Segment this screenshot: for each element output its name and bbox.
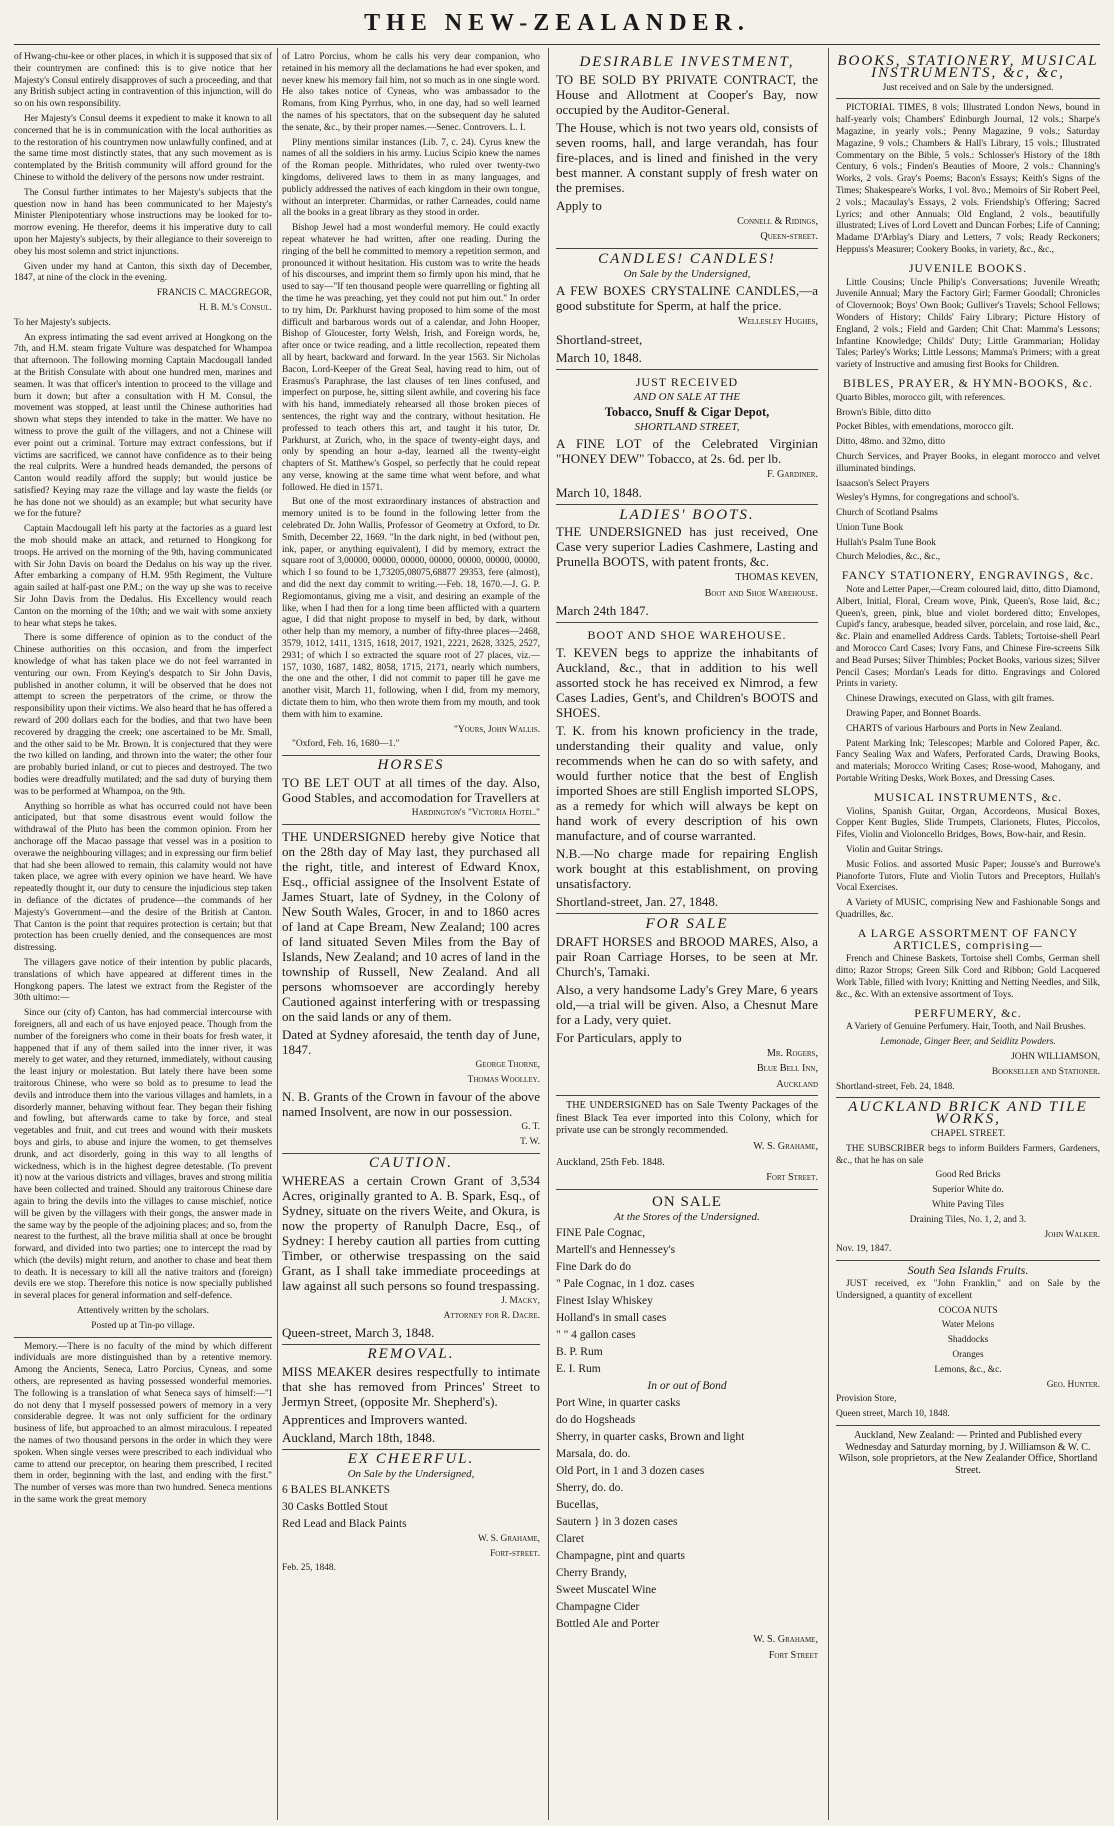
ad-subheading: At the Stores of the Undersigned.	[614, 1211, 760, 1224]
list-item: B. P. Rum	[556, 1346, 603, 1359]
column-divider	[277, 48, 278, 1820]
ad-subheading: CHAPEL STREET.	[930, 1128, 1006, 1139]
ad-date: Shortland-street,	[556, 331, 643, 347]
article-paragraph: of Hwang-chu-kee or other places, in which it is supposed that six of their countrymen are confined: this is to give notice that her Majesty's Consul entirely disapproves of such a proceeding, and that any British subject acting in contravention of this injunction, will do so on his own responsibility.	[14, 52, 272, 110]
list-item: Pocket Bibles, with emendations, morocco gilt.	[836, 422, 1014, 433]
signature: J. Macky,	[501, 1295, 540, 1306]
list-item: Sherry, in quarter casks, Brown and light	[556, 1431, 745, 1444]
divider	[282, 1449, 540, 1450]
list-item: Bucellas,	[556, 1499, 599, 1512]
ad-text: T. K. from his known proficiency in the trade, understanding their quality and value, only recommends when he can do so with safety, and would further notice that the best of English imported Shoes are still English imported SLOPS, as a remedy for which will always be kept on hand work of every description of his own manufacture, and of course warranted.	[556, 722, 818, 843]
column-divider	[548, 48, 549, 1820]
ad-text: TO BE LET OUT at all times of the day. Also, Good Stables, and accomodation for Travellers at	[282, 775, 540, 806]
signature: Thomas Woolley.	[467, 1074, 540, 1085]
ad-text: THE UNDERSIGNED hereby give Notice that on the 28th day of May last, they purchased all the right, title, and interest of Edward Knox, Esq., official assignee of the Insolvent Estate of James Stuart, late of Sydney, in the Colony of New South Wales, Grocer, in and to 1860 acres of land at Cape Bream, New Zealand; 100 acres of land situated Seven Miles from the Bay of Islands, New Zealand; and 10 acres of land in the township of Russell, New Zealand. And all persons whomsoever are accordingly hereby Cautioned against interfering with or trespassing on the said lands or any of them.	[282, 828, 540, 1024]
signature: Connell & Ridings,	[737, 215, 818, 227]
article-paragraph: Her Majesty's Consul deems it expedient to make it known to all concerned that he is in communication with the local authorities as to the restoration of his countrymen now unlawfully confined, and at the same time most distinctly states, that any such movement as is contemplated by the British community will afford ground for the Chinese to withold the delivery of the persons now under restraint.	[14, 113, 272, 183]
ad-subheading: SHORTLAND STREET,	[634, 421, 740, 434]
ad-subheading: AND ON SALE AT THE	[633, 391, 741, 404]
ad-heading-musical: MUSICAL INSTRUMENTS, &c.	[873, 789, 1063, 804]
divider	[836, 98, 1100, 99]
ad-text: Music Folios. and assorted Music Paper; Jousse's and Burrowe's Pianoforte Tutors, Flute and Violin Tutors and Preceptors, Hullah's Vocal Exercises.	[836, 859, 1100, 894]
list-item: E. I. Rum	[556, 1363, 601, 1376]
ad-text: Violin and Guitar Strings.	[846, 845, 943, 856]
signature: Wellesley Hughes,	[737, 315, 818, 327]
masthead-rule	[14, 44, 1100, 45]
ad-text: A Variety of Genuine Perfumery. Hair, Tooth, and Nail Brushes.	[846, 1022, 1086, 1033]
signature: FRANCIS C. MACGREGOR,	[156, 288, 272, 299]
signature: W. S. Grahame,	[477, 1533, 540, 1544]
article-paragraph: An express intimating the sad event arrived at Hongkong on the 7th, and H.M. steam frigate Vulture was despatched for Whampoa that afternoon. The following morning Captain Macdougall landed at the British Consulate with about one hundred men, marines and seamen. It was that officer's intention to proceed to the village and burn it down; but after a consultation with H M. Consul, the movement was stopped, at least until the Chinese authorities had shown what steps they intended to take in the matter. We have no witness to prove the guilt of the villagers, and not a Chinese will ever point out a criminal. Torture may extract confessions, but if victims are sacrificed, we cannot have confidence as to their being the real culprits. Were a hundred heads demanded, the persons of Canton would readily afford the supply; but would justice be satisfied? Keying may raze the village and lay waste the fields (or he has done not we should) as an example; but what security have we for the future?	[14, 332, 272, 520]
article-paragraph: Attentively written by the scholars.	[76, 1306, 209, 1317]
signature: Blue Bell Inn,	[756, 1063, 818, 1075]
imprint: Auckland, New Zealand: — Printed and Published every Wednesday and Saturday morning, by J. Williamson & W. C. Wilson, sole proprietors, at the New Zealander Office, Shortland Street.	[838, 1429, 1098, 1477]
list-item: Oranges	[952, 1349, 984, 1360]
list-item: Bottled Ale and Porter	[556, 1618, 660, 1631]
signature: "Yours, John Wallis.	[454, 724, 540, 735]
signature: JOHN WILLIAMSON,	[1011, 1051, 1100, 1062]
article-paragraph: Given under my hand at Canton, this sixth day of December, 1847, at nine of the clock in the evening.	[14, 261, 272, 284]
signature: Geo. Hunter.	[1046, 1379, 1100, 1390]
ad-heading-removal: REMOVAL.	[367, 1346, 455, 1363]
ad-text: THE UNDERSIGNED has on Sale Twenty Packages of the finest Black Tea ever imported into this Colony, which for private use can be strongly recommended.	[556, 1100, 818, 1137]
ad-text: A Variety of MUSIC, comprising New and Fashionable Songs and Quadrilles, &c.	[836, 898, 1100, 920]
list-item: White Paving Tiles	[932, 1199, 1004, 1210]
ad-heading-on-sale: ON SALE	[652, 1193, 722, 1210]
list-item: Lemons, &c., &c.	[934, 1364, 1002, 1375]
ad-text: Little Cousins; Uncle Philip's Conversations; Juvenile Wreath; Juvenile Annual; Mary the Factory Girl; Farmer Goodall; Chronicles of Clovernook; Boys' Own Book; Gulliver's Travels; School Fellows; Wonders of History; Childs' Fairy Library; Picture History of England, 2 vols.; Field and Garden; Chit Chat: Mamma's Lessons; Infantine Knowledge; Childs' Duty; Little Grammarian; Holiday Tales; Parley's Works; Little Lessons; Mamma's Primers; with a great variety of Instructive and amusing first Books for Children.	[836, 277, 1100, 371]
article-paragraph: To her Majesty's subjects.	[14, 317, 111, 328]
divider	[556, 913, 818, 914]
ad-heading-investment: DESIRABLE INVESTMENT,	[579, 54, 795, 70]
signature: Fort-street.	[490, 1548, 540, 1559]
list-item: Church Services, and Prayer Books, in elegant morocco and velvet illuminated bindings.	[836, 451, 1100, 474]
divider	[556, 622, 818, 623]
list-item: Church of Scotland Psalms	[836, 508, 938, 519]
ad-text: For Particulars, apply to	[556, 1029, 682, 1045]
signature: Fort Street	[768, 1649, 818, 1661]
ad-text: French and Chinese Baskets, Tortoise shell Combs, German shell ditto; Razor Strops; Green Silk Cord and Ribbon; Gold Lacquered Work Table, filled with Ivory; Knitting and Netting Needles, and Silk, &c., &c. With an extensive assortment of Toys.	[836, 954, 1100, 1000]
list-item: " Pale Cognac, in 1 doz. cases	[556, 1278, 695, 1291]
signature: THOMAS KEVEN,	[735, 572, 818, 584]
signature: F. Gardiner.	[767, 468, 818, 480]
ad-date: March 10, 1848.	[556, 484, 642, 500]
article-paragraph: Since our (city of) Canton, has had commercial intercourse with foreigners, all and each of us have enjoyed peace. Though from the number of the foreigners who come in their boats for fresh water, it happened that if any of them sailed into the inner river, it was merely to get water, and they returned, immediately, without causing the least injury or molestation. But lately there have been some traitorous Chinese, who were so bold as to presume to lead the devils and introduce them into the various villages and hamlets, in a disorderly manner, behaving without fear. They began their fishing and fowling, but afterwards came to take by force, and steal vegetables and fruit, and cut trees and wound with their muskets boys and girls, to abuse and injure the women, to get themselves drunk, and act disorderly, going in this way to all lengths of wickedness, which is in the highest degree detestable. (To prevent it) now at the various districts and villages, braves and strong militia have been collected and trained. Should any traitorous Chinese dare again to bring the devils into the villages to cause mischief, notice will be given by the villagers with their gongs, the answer made in the same way by the people of the adjoining places; and so, from the nearest to the furthest, all the brave militia shall at once be brought forward, and divided into two parties; one to intercept the road by which (the devils) might return, and another to chase and beat them to death. It is necessary to kill all the native traitors and (foreign) devils ere we stop. Therefore this notice is now specially published in several places for general information and self-defence.	[14, 1008, 272, 1302]
list-item: Sautern } in 3 dozen cases	[556, 1516, 678, 1529]
ad-subheading: On Sale by the Undersigned,	[623, 268, 751, 281]
list-item: Marsala, do. do.	[556, 1448, 631, 1461]
list-item: In or out of Bond	[647, 1380, 727, 1393]
divider	[282, 824, 540, 825]
ad-text: DRAFT HORSES and BROOD MARES, Also, a pair Roan Carriage Horses, to be seen at Mr. Church's, Tamaki.	[556, 933, 818, 979]
signature: Auckland	[776, 1078, 818, 1090]
signature-title: H. B. M.'s Consul.	[199, 302, 272, 313]
article-paragraph: There is some difference of opinion as to the conduct of the Chinese authorities on this occasion, and from the imperfect knowledge of what has taken place we do not feel warranted in venturing our own. From Keying's despatch to Sir John Davis, published in another column, it will be observed that he does not attempt to screen the perpetrators of the crime, or throw the responsibility upon their victims. We also heard that he has offered a reward of 200 dollars each for the bodies, and that two have been recovered by dragging the creek; one ascertained to be Mr. Small, and the other said to be Mr. Brown. It is conjectured that they were the two killed on landing, and thrown into the water; the other four are probably buried inland, or cut to pieces and destroyed. The two bodies were dreadfully mutilated; and the sad duty of burying them was to be performed at Whampoa, on the 9th.	[14, 633, 272, 797]
column-divider	[828, 48, 829, 1820]
list-item: Sweet Muscatel Wine	[556, 1584, 657, 1597]
ad-heading-candles: CANDLES! CANDLES!	[598, 250, 776, 267]
ad-text: THE UNDERSIGNED has just received, One Case very superior Ladies Cashmere, Lasting and Prunella BOOTS, with patent fronts, &c.	[556, 524, 818, 570]
divider	[836, 1097, 1100, 1098]
list-item: Church Melodies, &c., &c.,	[836, 552, 941, 563]
signature: George Thorne,	[475, 1059, 540, 1070]
signature: Bookseller and Stationer.	[991, 1066, 1100, 1077]
list-item: Water Melons	[941, 1320, 995, 1331]
ad-text: T. KEVEN begs to apprize the inhabitants of Auckland, &c., that in addition to his well assorted stock he has received ex Nimrod, a few Cases Ladies, Gent's, and Children's BOOTS and SHOES.	[556, 644, 818, 720]
ad-date: Shortland-street, Jan. 27, 1848.	[556, 893, 719, 909]
list-item: Fine Dark do do	[556, 1261, 632, 1274]
divider	[836, 1425, 1100, 1426]
list-item: Isaacson's Select Prayers	[836, 478, 930, 489]
article-paragraph: Captain Macdougall left his party at the factories as a guard lest the mob should make an attack, and returned to Hongkong for troops. He arrived on the morning of the 9th, having communicated with Sir John Davis on board the Dedalus on his way up the river. After embarking a company of H.M. 95th Regiment, the Vulture again sailed at half-past one P.M.; on the way up she was to receive Sir John Davis from the Dedalus. His Excellency would reach Canton on the morning of the 10th; and we wait with some anxiety to hear what steps he takes.	[14, 524, 272, 629]
ad-text: Note and Letter Paper,—Cream coloured laid, ditto, ditto Diamond, Albert, Initial, Floral, Cream wove, Pink, Queen's, Rose laid, &c.; Queen's, green, pink, blue and violet bordered ditto; Envelopes, Cupid's fancy, arabesque, beaded silver, porcelain, and rose laid, &c., &c. Plain and enamelled Address Cards. Tablets; Tortoise-shell Pearl and Morocco Card Cases; Ivory Fans, and Chinese Fire-screens Silk and Bead Purses; Silver Thimbles; Pocket Books, various sizes; Silver Pencil Cases; Mordan's Leads for ditto. Engravings and Colored Prints in variety.	[836, 585, 1100, 690]
signature: Mr. Rogers,	[766, 1047, 818, 1059]
ad-text: Patent Marking Ink; Telescopes; Marble and Colored Paper, &c. Fancy Sealing Wax and Wafers, Perforated Cards, Drawing Books, and materials; Morocco Writing Cases; Rose-wood, Mahogany, and Portable Writing Desks, Work Boxes, and Dressing Cases.	[836, 738, 1100, 785]
ad-heading-fruits: South Sea Islands Fruits.	[907, 1263, 1029, 1278]
article-paragraph: "Oxford, Feb. 16, 1680—1."	[292, 739, 400, 750]
divider	[556, 504, 818, 505]
column-4	[836, 52, 1100, 1822]
signature: Hardington's "Victoria Hotel."	[411, 808, 540, 819]
ad-date: March 24th 1847.	[556, 603, 649, 619]
divider	[556, 248, 818, 249]
ad-date: Nov. 19, 1847.	[836, 1244, 892, 1255]
signature: G. T.	[521, 1122, 540, 1133]
list-item: Finest Islay Whiskey	[556, 1295, 653, 1308]
ad-text: Violins, Spanish Guitar, Organ, Accordeons, Musical Boxes, Copper Kent Bugles, Slide Trumpets, Clarionets, Flutes, Piccolos, Fifes, Violin and Violoncello Bridges, Bows, Bow-hair, and Resin.	[836, 806, 1100, 841]
signature: John Walker.	[1044, 1229, 1100, 1240]
ad-subheading: On Sale by the Undersigned,	[347, 1467, 475, 1480]
signature: T. W.	[520, 1137, 540, 1148]
list-item: Quarto Bibles, morocco gilt, with references.	[836, 392, 1006, 403]
list-item: Shaddocks	[947, 1335, 989, 1346]
ad-text: JUST received, ex "John Franklin," and on Sale by the Undersigned, a quantity of excellent	[836, 1278, 1100, 1301]
article-paragraph: But one of the most extraordinary instances of abstraction and memory united is to be found in the following letter from the celebrated Dr. John Wallis, Professor of Geometry at Oxford, to Dr. Smith, December 22, 1669. "In the dark night, in bed (without pen, ink, paper, or anything equivalent), I did by memory, extract the square root of 3,00000, 00000, 00000, 00000, 00000, 00000, 00000, which I so found to be 1,73205,08075,68877 29353, fere (almost), and did the next day commit to writing.—Feb. 18, 1670.—J. G. P. Regiomontanus, giving me a visit, and desiring an example of the like, when I had then for a long time been afflicted with a quartern ague, I did that night propose to myself in bed, by dark, without other help than my memory, a number of fifty-three places—2468, 3579, 1012, 1411, 1315, 1618, 2017, 1921, 2221, 2628, 3325, 2527, 2931; of which I so extracted the square root of 27 places, viz.—157, 1030, 1687, 1482, 8058, 1715, 2171, nearly which numbers, the one and the other, I did not commit to paper till he gave me another visit, March 11, following, when I did, from my memory, dictate them to him, who then wrote them from my mouth, and took them with him to examine.	[282, 497, 540, 720]
ad-heading-juvenile: JUVENILE BOOKS.	[908, 260, 1028, 275]
ad-text: Chinese Drawings, executed on Glass, with gilt frames.	[846, 694, 1055, 705]
ad-text: A FEW BOXES CRYSTALINE CANDLES,—a good substitute for Sperm, at half the price.	[556, 282, 818, 313]
ad-depot-name: Tobacco, Snuff & Cigar Depot,	[604, 404, 770, 419]
ad-text: Dated at Sydney aforesaid, the tenth day of June, 1847.	[282, 1026, 540, 1057]
list-item: Champagne, pint and quarts	[556, 1550, 686, 1563]
ad-text: PICTORIAL TIMES, 8 vols; Illustrated London News, bound in half-yearly vols; Chambers' Edinburgh Journal, 12 vols.; Sharpe's Magazine, in yearly vols.; Penny Magazine, 9 vols.; Saturday Magazine, 9 vols.; Chambers & Hall's Library, 15 vols.; Illustrated Commentary on the Bible, 5 vols.: Schlosser's History of the 18th Century, 6 vols.; Finden's Beauties of Moore, 2 vols.: Channing's Works, 2 vols. Gray's Poems; Bacon's Essays; Keith's Signs of the Times; Shakespeare's Works, 1 vol. 8vo.; Memoirs of Sir Robert Peel, 2 vols.; Macaulay's Essays, 2 vols. Friendship's Offering; Sacred Lyrics; and other Annuals; Old England, 2 vols., beautifully illustrated; Lives of Lord Lovett and Duncan Forbes; Life of Canning; Madame D'Arblay's Diary and Letters, 7 vols; Ready Reckoners; Heppuss's Measurer; Cookery Books, in variety, &c., &c.,	[836, 103, 1100, 255]
ad-text: Also, a very handsome Lady's Grey Mare, 6 years old,—a trial will be given. Also, a Chesnut Mare for a Lady, very quiet.	[556, 981, 818, 1027]
ad-text: THE SUBSCRIBER begs to inform Builders Farmers, Gardeners, &c., that he has on sale	[836, 1143, 1100, 1166]
ad-date: Shortland-street, Feb. 24, 1848.	[836, 1081, 955, 1092]
ad-date: Feb. 25, 1848.	[282, 1563, 336, 1574]
article-paragraph: The villagers gave notice of their intention by public placards, translations of which have appeared at different times in the Hongkong papers. The latest we extract from the Register of the 30th ultimo:—	[14, 957, 272, 1004]
list-item: COCOA NUTS	[938, 1305, 998, 1316]
article-paragraph: Bishop Jewel had a most wonderful memory. He could exactly repeat whatever he had written, after one reading. During the ringing of the bell he committed to memory a repetition sermon, and pronounced it without hesitation. His custom was to write the heads of his discourses, and imprint them so firmly upon his mind, that he used to say—"If ten thousand people were quarrelling or fighting all the time he was preaching, yet they could not put him out." In order to try him, Dr. Parkhurst having proposed to him some of the most difficult and barbarous words out of a calendar, and John Hooper, Bishop of Gloucester, forty Welsh, Irish, and Foreign words, he, after once or twice reading, and a little recollection, repeated them all by heart, backward and forward. In the year 1563. Sir Nicholas Bacon, Lord-Keeper of the Great Seal, having read to him, out of Erasmus's Paraphrase, the last clauses of ten lines confused, and imperfect on purpose, he, sitting silent awhile, and covering his face with his hand, immediately rehearsed all those broken pieces of sentences, the right way and the contrary, without hesitation. He professed to teach others this art, and taught it his tutor, Dr. Parkhurst, at Zurich, who, in the space of twenty-eight days, and only by spending an hour a-day, learned all the twenty-eight chapters of St. Matthew's Gospel, so perfectly that he could repeat any verse, knowing at the same time what went before, and what followed. He died in 1571.	[282, 223, 540, 493]
column-2	[282, 52, 540, 1822]
ad-heading-fancy-stationery: FANCY STATIONERY, ENGRAVINGS, &c.	[841, 568, 1095, 583]
ad-heading-books: BOOKS, STATIONERY, MUSICAL INSTRUMENTS, &c, &c,	[837, 53, 1099, 81]
list-item: 6 BALES BLANKETS	[282, 1483, 390, 1496]
list-item: Superior White do.	[932, 1185, 1004, 1196]
signature: Attorney for R. Dacre.	[443, 1310, 540, 1321]
ad-text: WHEREAS a certain Crown Grant of 3,534 Acres, originally granted to A. B. Spark, Esq., of Sydney, situate on the rivers Weite, and Okura, is now the property of Ranulph Dacre, Esq., of Sydney: I hereby caution all parties from cutting Timber, or otherwise trespassing on the said Grant, as I shall take immediate proceedings at law against all such persons so found trespassing.	[282, 1172, 540, 1293]
list-item: Wesley's Hymns, for congregations and school's.	[836, 493, 1020, 504]
list-item: Sherry, do. do.	[556, 1482, 624, 1495]
divider	[282, 1153, 540, 1154]
list-item: 30 Casks Bottled Stout	[282, 1500, 388, 1513]
ad-text: Lemonade, Ginger Beer, and Seidlitz Powders.	[880, 1037, 1056, 1048]
ad-text: Auckland, March 18th, 1848.	[282, 1430, 436, 1446]
list-item: Old Port, in 1 and 3 dozen cases	[556, 1465, 705, 1478]
list-item: Champagne Cider	[556, 1601, 640, 1614]
list-item: do do Hogsheads	[556, 1414, 636, 1427]
ad-text: CHARTS of various Harbours and Ports in New Zealand.	[846, 723, 1062, 734]
divider	[282, 1344, 540, 1345]
divider	[556, 369, 818, 370]
list-item: Union Tune Book	[836, 522, 904, 533]
article-paragraph: Anything so horrible as what has occurred could not have been anticipated, but that some disastrous event would follow the withdrawal of the Pluto has been the common opinion. From her anchorage off the Macao passage that vessel was in a position to overawe the neighbouring villages; and in expressing our firm belief that had she been allowed to remain, this calamity would not have taken place, we agree with every opinion we have heard. We have repeatedly thought it, our duty to censure the injudicious step taken in defiance of the dictates of prudence—the commands of her Majesty's Government—and the desire of the British at Canton. That Canton is the point that requires protection is certain; but that protection has been cruelly denied, and the consequences are most distressing.	[14, 801, 272, 954]
ad-text: The House, which is not two years old, consists of seven rooms, hall, and large verandah, has four fire-places, and is lined and finished in the very best manner. A constant supply of fresh water on the premises.	[556, 119, 818, 195]
article-paragraph: of Latro Porcius, whom he calls his very dear companion, who retained in his memory all the declamations he had ever spoken, and never knew his memory fail him, not so much as in one single word. He also takes notice of Cyneas, who was ambassador to the Romans, from King Pyrrhus, who, in one day, had so well learned the names of his spectators, that on the subsequent day he saluted the senate, &c., by their proper names.—Senec. Controvers. L. I.	[282, 52, 540, 133]
ad-heading-brick-works: AUCKLAND BRICK AND TILE WORKS,	[848, 1099, 1088, 1128]
list-item: FINE Pale Cognac,	[556, 1227, 646, 1240]
column-1	[14, 52, 272, 1822]
ad-date: Queen street, March 10, 1848.	[836, 1409, 950, 1420]
list-item: " " 4 gallon cases	[556, 1329, 636, 1342]
article-paragraph: Posted up at Tin-po village.	[91, 1320, 195, 1331]
list-item: Draining Tiles, No. 1, 2, and 3.	[909, 1214, 1027, 1225]
article-paragraph: The Consul further intimates to her Majesty's subjects that the question now in hand has been communicated to her Majesty's Minister Plenipotentiary whose instructions may be looked for to-morrow evening. He therefor, deems it his imperative duty to call upon her Majesty's subjects, by their allegiance to their sovereign to obey his most solemn and strict injunctions.	[14, 187, 272, 257]
list-item: Hullah's Psalm Tune Book	[836, 537, 936, 548]
list-item: Port Wine, in quarter casks	[556, 1397, 681, 1410]
ad-date: Auckland, 25th Feb. 1848.	[556, 1156, 665, 1168]
ad-text: Queen-street, March 3, 1848.	[282, 1325, 435, 1341]
list-item: Cherry Brandy,	[556, 1567, 627, 1580]
ad-text: Apprentices and Improvers wanted.	[282, 1412, 468, 1428]
divider	[836, 1260, 1100, 1261]
ad-heading-ladies-boots: LADIES' BOOTS.	[619, 506, 755, 523]
ad-heading-tobacco: JUST RECEIVED	[635, 374, 739, 389]
signature: Queen-street.	[760, 231, 818, 243]
ad-text: Drawing Paper, and Bonnet Boards.	[846, 709, 982, 720]
list-item: Ditto, 48mo. and 32mo, ditto	[836, 437, 946, 448]
ad-heading-boot-warehouse: BOOT AND SHOE WAREHOUSE.	[587, 628, 787, 643]
divider	[14, 1337, 272, 1338]
article-paragraph: Pliny mentions similar instances (Lib. 7, c. 24). Cyrus knew the names of all the soldiers in his army. Lucius Scipio knew the names of the Roman people. Mithridates, who ruled over twenty-two kingdoms, delivered laws to them in as many languages, and publicly addressed the natives of each kingdom in their own tongue, without an interpreter. Charmidas, or rather Carneades, could name all the books in a great library as they stood in order.	[282, 137, 540, 219]
divider	[556, 1095, 818, 1096]
article-paragraph: Memory.—There is no faculty of the mind by which different individuals are more distinguished than by a retentive memory. Among the Ancients, Seneca, Latro Porcius, Cyneas, and some others, are represented as having possessed wonderful memories. The following is a translation of what Seneca says of himself:—"I do not deny that I myself possessed powers of memory in a very considerable degree. It was not only sufficient for the ordinary business of life, but approached to an almost miraculous. I repeated the names of two thousand persons in the order in which they were spoken. When single verses were prescribed to each individual who came to attend our preceptor, on hearing them prescribed, I recited them in order, beginning with the last, and ending with the first." The number of verses was more than two hundred. Seneca mentions in the same work the great memory	[14, 1341, 272, 1506]
ad-heading-cheerful: EX CHEERFUL.	[347, 1451, 475, 1468]
ad-heading-caution: CAUTION.	[369, 1155, 453, 1171]
ad-text: MISS MEAKER desires respectfully to intimate that she has removed from Princes' Street to Jermyn Street, (opposite Mr. Shepherd's).	[282, 1364, 540, 1410]
ad-heading-for-sale: FOR SALE	[645, 915, 729, 932]
ad-heading-horses: HORSES	[377, 757, 445, 774]
list-item: Brown's Bible, ditto ditto	[836, 407, 931, 418]
ad-text: N.B.—No charge made for repairing English work bought at this establishment, on proving unsatisfactory.	[556, 845, 818, 891]
signature: Fort Street.	[766, 1172, 818, 1184]
divider	[556, 1189, 818, 1190]
ad-heading-fancy-articles: A LARGE ASSORTMENT OF FANCY ARTICLES, comprising—	[857, 925, 1079, 952]
ad-text: A FINE LOT of the Celebrated Virginian "HONEY DEW" Tobacco, at 2s. 6d. per lb.	[556, 435, 818, 466]
list-item: Claret	[556, 1533, 585, 1546]
list-item: Good Red Bricks	[935, 1170, 1001, 1181]
divider	[282, 755, 540, 756]
list-item: Red Lead and Black Paints	[282, 1517, 407, 1530]
ad-heading-perfumery: PERFUMERY, &c.	[914, 1005, 1022, 1020]
list-item: Holland's in small cases	[556, 1312, 667, 1325]
ad-text: N. B. Grants of the Crown in favour of the above named Insolvent, are now in our possession.	[282, 1089, 540, 1120]
signature: W. S. Grahame,	[753, 1634, 818, 1646]
column-3	[556, 52, 818, 1822]
ad-text: Apply to	[556, 197, 602, 213]
signature: W. S. Grahame,	[753, 1141, 818, 1153]
ad-heading-bibles: BIBLES, PRAYER, & HYMN-BOOKS, &c.	[843, 375, 1093, 390]
ad-date: March 10, 1848.	[556, 349, 642, 365]
signature: Boot and Shoe Warehouse.	[704, 587, 818, 599]
ad-text: Provision Store,	[836, 1394, 897, 1405]
ad-subheading: Just received and on Sale by the undersigned.	[882, 82, 1054, 93]
list-item: Martell's and Hennessey's	[556, 1244, 676, 1257]
ad-text: TO BE SOLD BY PRIVATE CONTRACT, the House and Allotment at Cooper's Bay, now occupied by the Auditor-General.	[556, 71, 818, 117]
masthead-title: THE NEW-ZEALANDER.	[364, 10, 750, 36]
